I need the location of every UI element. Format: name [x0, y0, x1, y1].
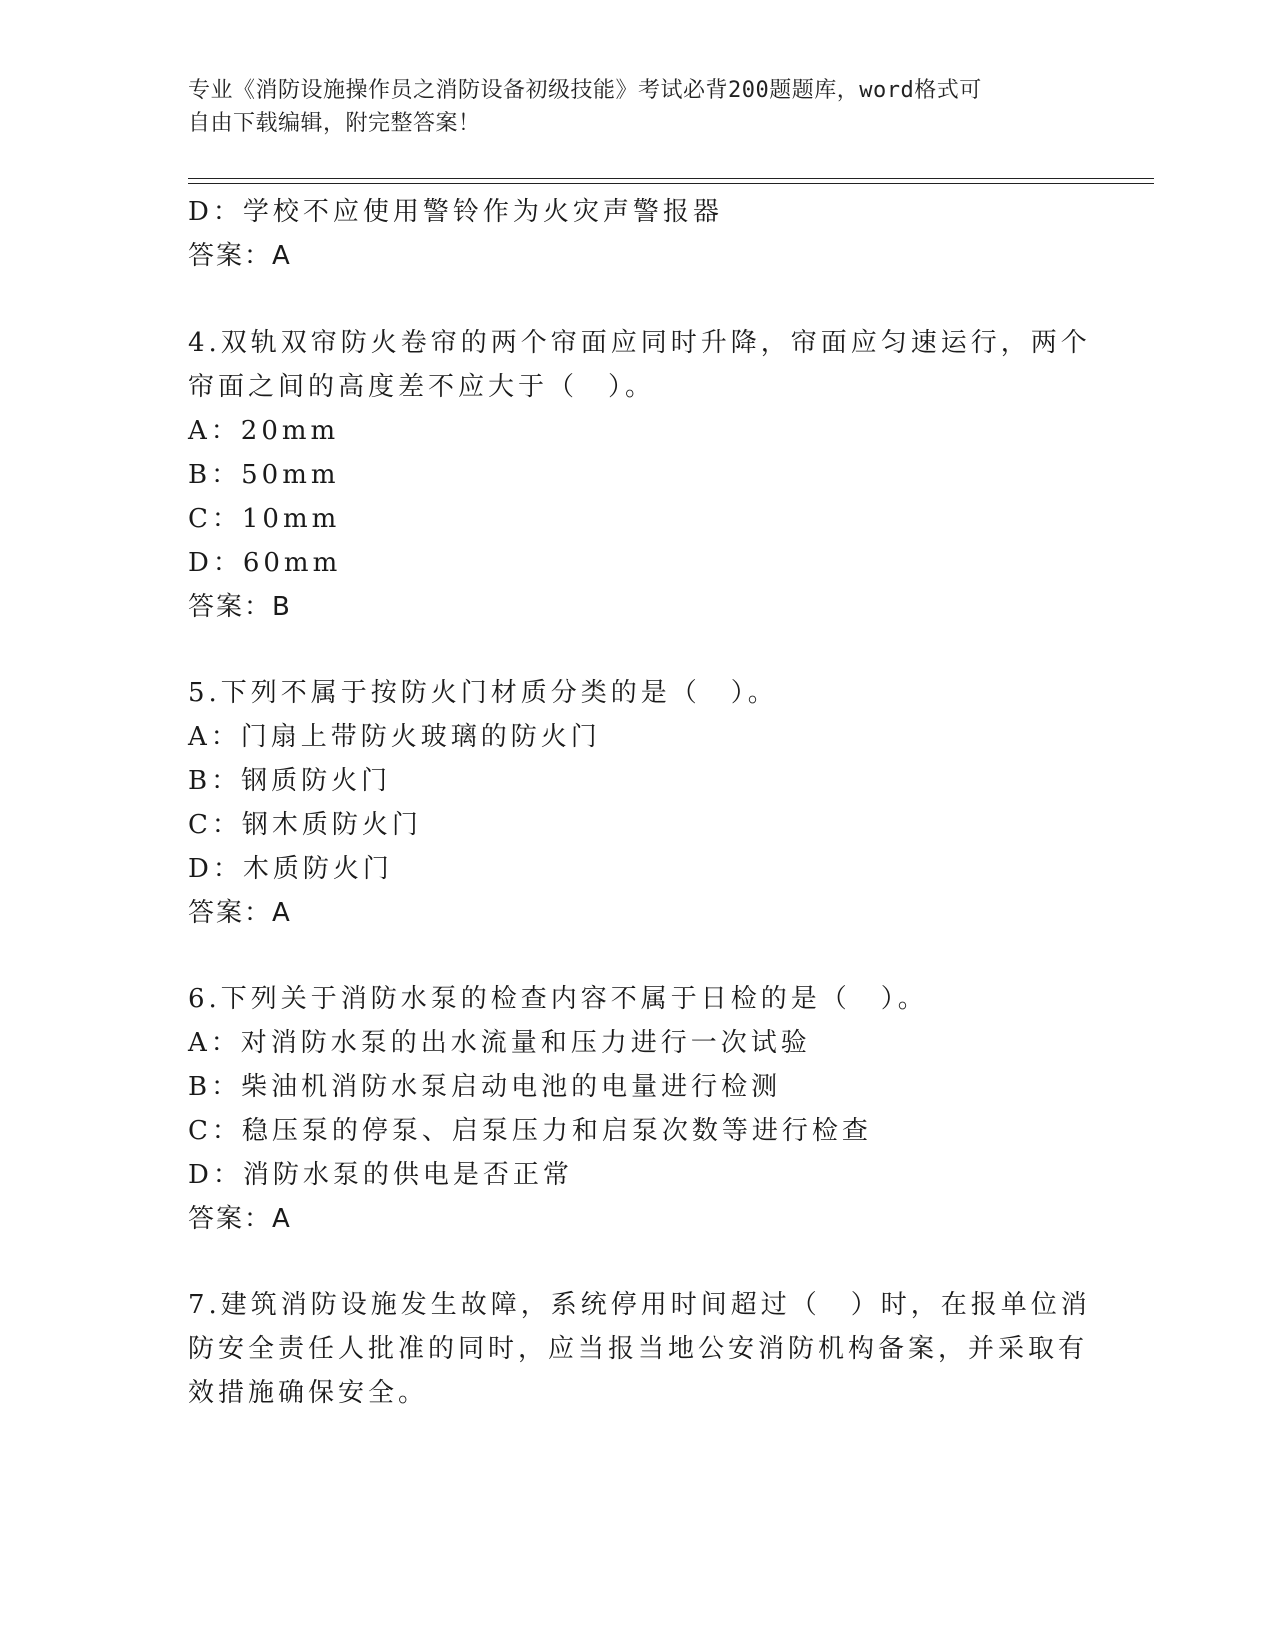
q5-option-b: B：钢质防火门	[188, 766, 392, 796]
q6-stem: 6.下列关于消防水泵的检查内容不属于日检的是（ ）。	[188, 984, 928, 1014]
q6-answer: 答案：A	[188, 1204, 292, 1234]
q4-stem-line-2: 帘面之间的高度差不应大于（ ）。	[188, 372, 656, 402]
q4-option-d: D：60mm	[188, 548, 342, 578]
q3-answer: 答案：A	[188, 241, 292, 271]
q5-stem: 5.下列不属于按防火门材质分类的是（ ）。	[188, 678, 778, 708]
q5-answer: 答案：A	[188, 898, 292, 928]
q4-option-a: A：20mm	[188, 416, 340, 446]
q6-option-d: D：消防水泵的供电是否正常	[188, 1160, 573, 1190]
header-divider-top	[188, 178, 1154, 179]
q4-option-b: B：50mm	[188, 460, 340, 490]
q5-option-a: A：门扇上带防火玻璃的防火门	[188, 722, 601, 752]
header-line-1: 专业《消防设施操作员之消防设备初级技能》考试必背200题题库，word格式可	[188, 78, 982, 103]
q7-stem-line-2: 防安全责任人批准的同时，应当报当地公安消防机构备案，并采取有	[188, 1334, 1089, 1364]
q6-option-c: C：稳压泵的停泵、启泵压力和启泵次数等进行检查	[188, 1116, 872, 1146]
q7-stem-line-1: 7.建筑消防设施发生故障，系统停用时间超过（ ）时，在报单位消	[188, 1290, 1091, 1320]
q6-option-a: A：对消防水泵的出水流量和压力进行一次试验	[188, 1028, 811, 1058]
q4-answer: 答案：B	[188, 592, 292, 622]
header-divider-bottom	[188, 183, 1154, 184]
header-line-2: 自由下载编辑，附完整答案！	[188, 111, 481, 136]
q4-stem-line-1: 4.双轨双帘防火卷帘的两个帘面应同时升降，帘面应匀速运行，两个	[188, 328, 1091, 358]
q5-option-d: D：木质防火门	[188, 854, 393, 884]
document-header	[188, 74, 1068, 140]
q3-option-d: D：学校不应使用警铃作为火灾声警报器	[188, 197, 723, 227]
q5-option-c: C：钢木质防火门	[188, 810, 422, 840]
q4-option-c: C：10mm	[188, 504, 341, 534]
q6-option-b: B：柴油机消防水泵启动电池的电量进行检测	[188, 1072, 782, 1102]
q7-stem-line-3: 效措施确保安全。	[188, 1378, 429, 1408]
